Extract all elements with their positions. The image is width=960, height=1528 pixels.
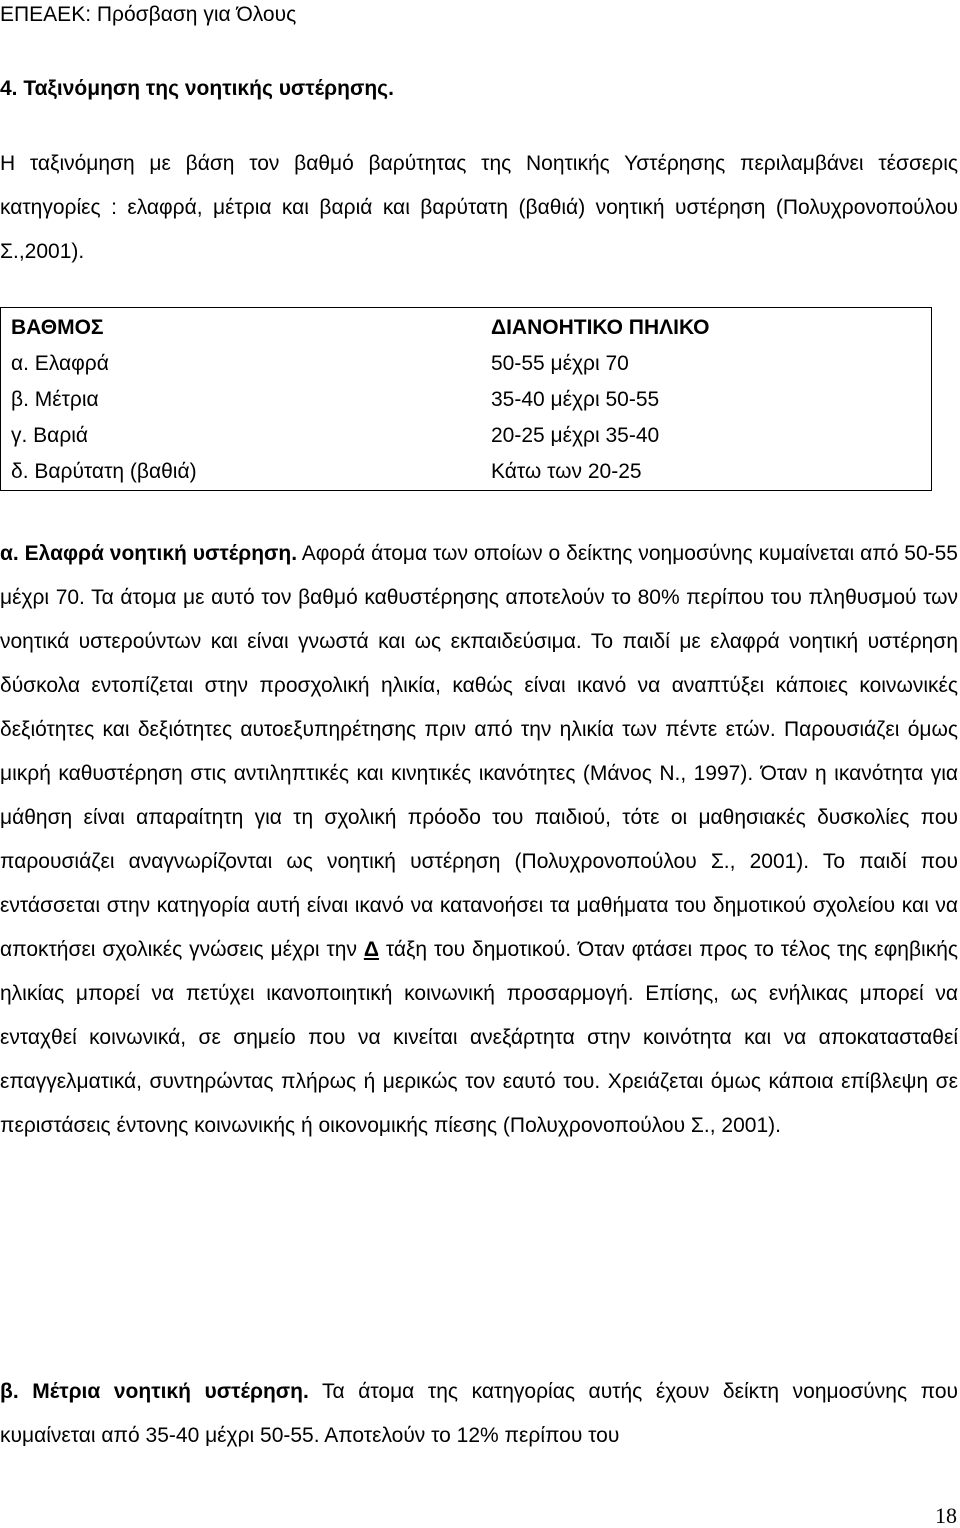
table-cell-iq: 20-25 μέχρι 35-40 [491, 424, 660, 447]
table-header-row [1, 308, 932, 347]
table-cell-iq: 50-55 μέχρι 70 [491, 352, 629, 375]
table-header-iq: ΔΙΑΝΟΗΤΙΚΟ ΠΗΛΙΚΟ [491, 316, 710, 339]
moderate-disability-text: Τα άτομα της κατηγορίας αυτής έχουν δείκτη νοημοσύνης που κυμαίνεται από 35-40 μέχρι 50-55. Αποτελούν το 12% περίπου του [0, 1380, 958, 1447]
mild-disability-paragraph [0, 532, 958, 1148]
intro-paragraph: Η ταξινόμηση με βάση τον βαθμό βαρύτητας της Νοητικής Υστέρησης περιλαμβάνει τέσσερις κατηγορίες : ελαφρά, μέτρια και βαριά και βαρύτατη (βαθιά) νοητική υστέρηση (Πολυχρονοπούλου Σ.,2001). [0, 152, 958, 263]
section-title: 4. Ταξινόμηση της νοητικής υστέρησης. [0, 77, 394, 100]
table-cell-grade: γ. Βαριά [11, 424, 89, 447]
mild-disability-text-2: τάξη του δημοτικού. Όταν φτάσει προς το τέλος της εφηβικής ηλικίας μπορεί να πετύχει ικανοποιητική κοινωνική προσαρμογή. Επίσης, ως ενήλικας μπορεί να ενταχθεί κοινωνικά, σε σημείο που να κινείται ανεξάρτητα στην κοινότητα και να αποκατασταθεί επαγγελματικά, συντηρώντας πλήρως ή μερικώς τον εαυτό του. Χρειάζεται όμως κάποια επίβλεψη σε περιστάσεις έντονης κοινωνικής ή οικονομικής πίεσης (Πολυχρονοπούλου Σ., 2001). [0, 938, 958, 1137]
table-header-grade: ΒΑΘΜΟΣ [11, 316, 104, 339]
mild-disability-heading: α. Ελαφρά νοητική υστέρηση. [0, 542, 298, 565]
table-row [1, 454, 932, 491]
mild-disability-text-1: Αφορά άτομα των οποίων ο δείκτης νοημοσύνης κυμαίνεται από 50-55 μέχρι 70. Τα άτομα με αυτό τον βαθμό καθυστέρησης αποτελούν το 80% περίπου του πληθυσμού των νοητικά υστερούντων και είναι γνωστά και ως εκπαιδεύσιμα. Το παιδί με ελαφρά νοητική υστέρηση δύσκολα εντοπίζεται στην προσχολική ηλικία, καθώς είναι ικανό να αναπτύξει κάποιες κοινωνικές δεξιότητες και δεξιότητες αυτοεξυπηρέτησης πριν από την ηλικία των πέντε ετών. Παρουσιάζει όμως μικρή καθυστέρηση στις αντιληπτικές και κινητικές ικανότητες (Μάνος Ν., 1997). Όταν η ικανότητα για μάθηση είναι απαραίτητη για τη σχολική πρόοδο του παιδιού, τότε οι μαθησιακές δυσκολίες που παρουσιάζει αναγνωρίζονται ως νοητική υστέρηση (Πολυχρονοπούλου Σ., 2001). Το παιδί που εντάσσεται στην κατηγορία αυτή είναι ικανό να κατανοήσει τα μαθήματα του δημοτικού σχολείου και να αποκτήσει σχολικές γνώσεις μέχρι την [0, 542, 958, 961]
severity-table [0, 307, 932, 491]
table-row [1, 346, 932, 382]
table-cell-grade: β. Μέτρια [11, 388, 99, 411]
table-cell-grade: α. Ελαφρά [11, 352, 109, 375]
table-cell-iq: Κάτω των 20-25 [491, 460, 642, 483]
grade-letter: Δ [363, 938, 379, 961]
moderate-disability-heading: β. Μέτρια νοητική υστέρηση. [0, 1380, 309, 1403]
page-number: 18 [935, 1503, 957, 1528]
table-cell-grade: δ. Βαρύτατη (βαθιά) [11, 460, 197, 483]
table-row [1, 382, 932, 418]
table-row [1, 418, 932, 454]
table-cell-iq: 35-40 μέχρι 50-55 [491, 388, 660, 411]
document-header: ΕΠΕΑΕΚ: Πρόσβαση για Όλους [0, 3, 297, 26]
moderate-disability-paragraph [0, 1370, 958, 1458]
